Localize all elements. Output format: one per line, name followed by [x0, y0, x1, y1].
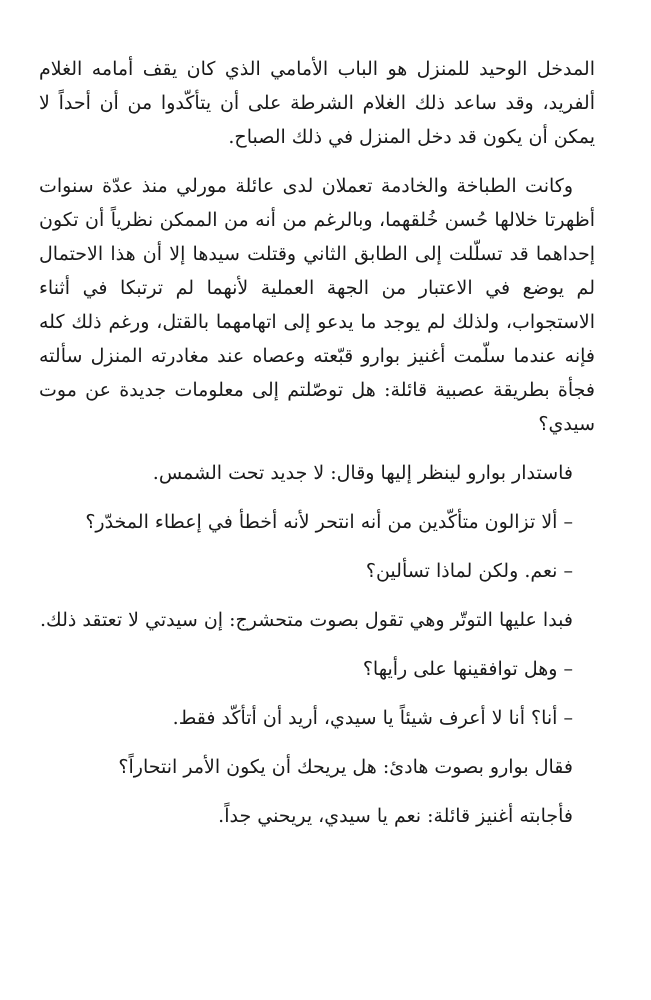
- paragraph-2: وكانت الطباخة والخادمة تعملان لدى عائلة مورلي منذ عدّة سنوات أظهرتا خلالها حُسن خُلقهما، وبالرغم من أنه من الممكن نظرياً أن تكون إحداهما قد تسلّلت إلى الطابق الثاني وقتلت سيدها إلا أن هذا الاحتمال لم يوضع في الاعتبار من الجهة العملية لأنهما لم ترتبكا في أثناء الاستجواب، ولذلك لم يوجد ما يدعو إلى اتهامهما بالقتل، ورغم ذلك كله فإنه عندما سلّمت أغنيز بوارو قبّعته وعصاه عند مغادرته المنزل سألته فجأة بطريقة عصبية قائلة: هل توصّلتم إلى معلومات جديدة عن موت سيدي؟: [39, 175, 595, 435]
- paragraph-1: المدخل الوحيد للمنزل هو الباب الأمامي الذي كان يقف أمامه الغلام ألفريد، وقد ساعد ذلك الغلام الشرطة على أن يتأكّدوا من أن أحداً لا يمكن أن يكون قد دخل المنزل في ذلك الصباح.: [39, 58, 595, 148]
- paragraph-6: فأجابته أغنيز قائلة: نعم يا سيدي، يريحني جداً.: [218, 805, 573, 827]
- book-page-text: [39, 52, 595, 848]
- paragraph-4: فبدا عليها التوتّر وهي تقول بصوت متحشرج: إن سيدتي لا تعتقد ذلك.: [40, 609, 573, 631]
- paragraph-5: فقال بوارو بصوت هادئ: هل يريحك أن يكون الأمر انتحاراً؟: [118, 756, 573, 778]
- dialog-line-2: – نعم. ولكن لماذا تسألين؟: [365, 560, 573, 582]
- dialog-line-1: – ألا تزالون متأكّدين من أنه انتحر لأنه أخطأ في إعطاء المخدّر؟: [85, 511, 573, 533]
- paragraph-3: فاستدار بوارو لينظر إليها وقال: لا جديد تحت الشمس.: [152, 462, 573, 484]
- dialog-line-4: – أنا؟ أنا لا أعرف شيئاً يا سيدي، أريد أن أتأكّد فقط.: [172, 707, 573, 729]
- dialog-line-3: – وهل توافقينها على رأيها؟: [362, 658, 573, 680]
